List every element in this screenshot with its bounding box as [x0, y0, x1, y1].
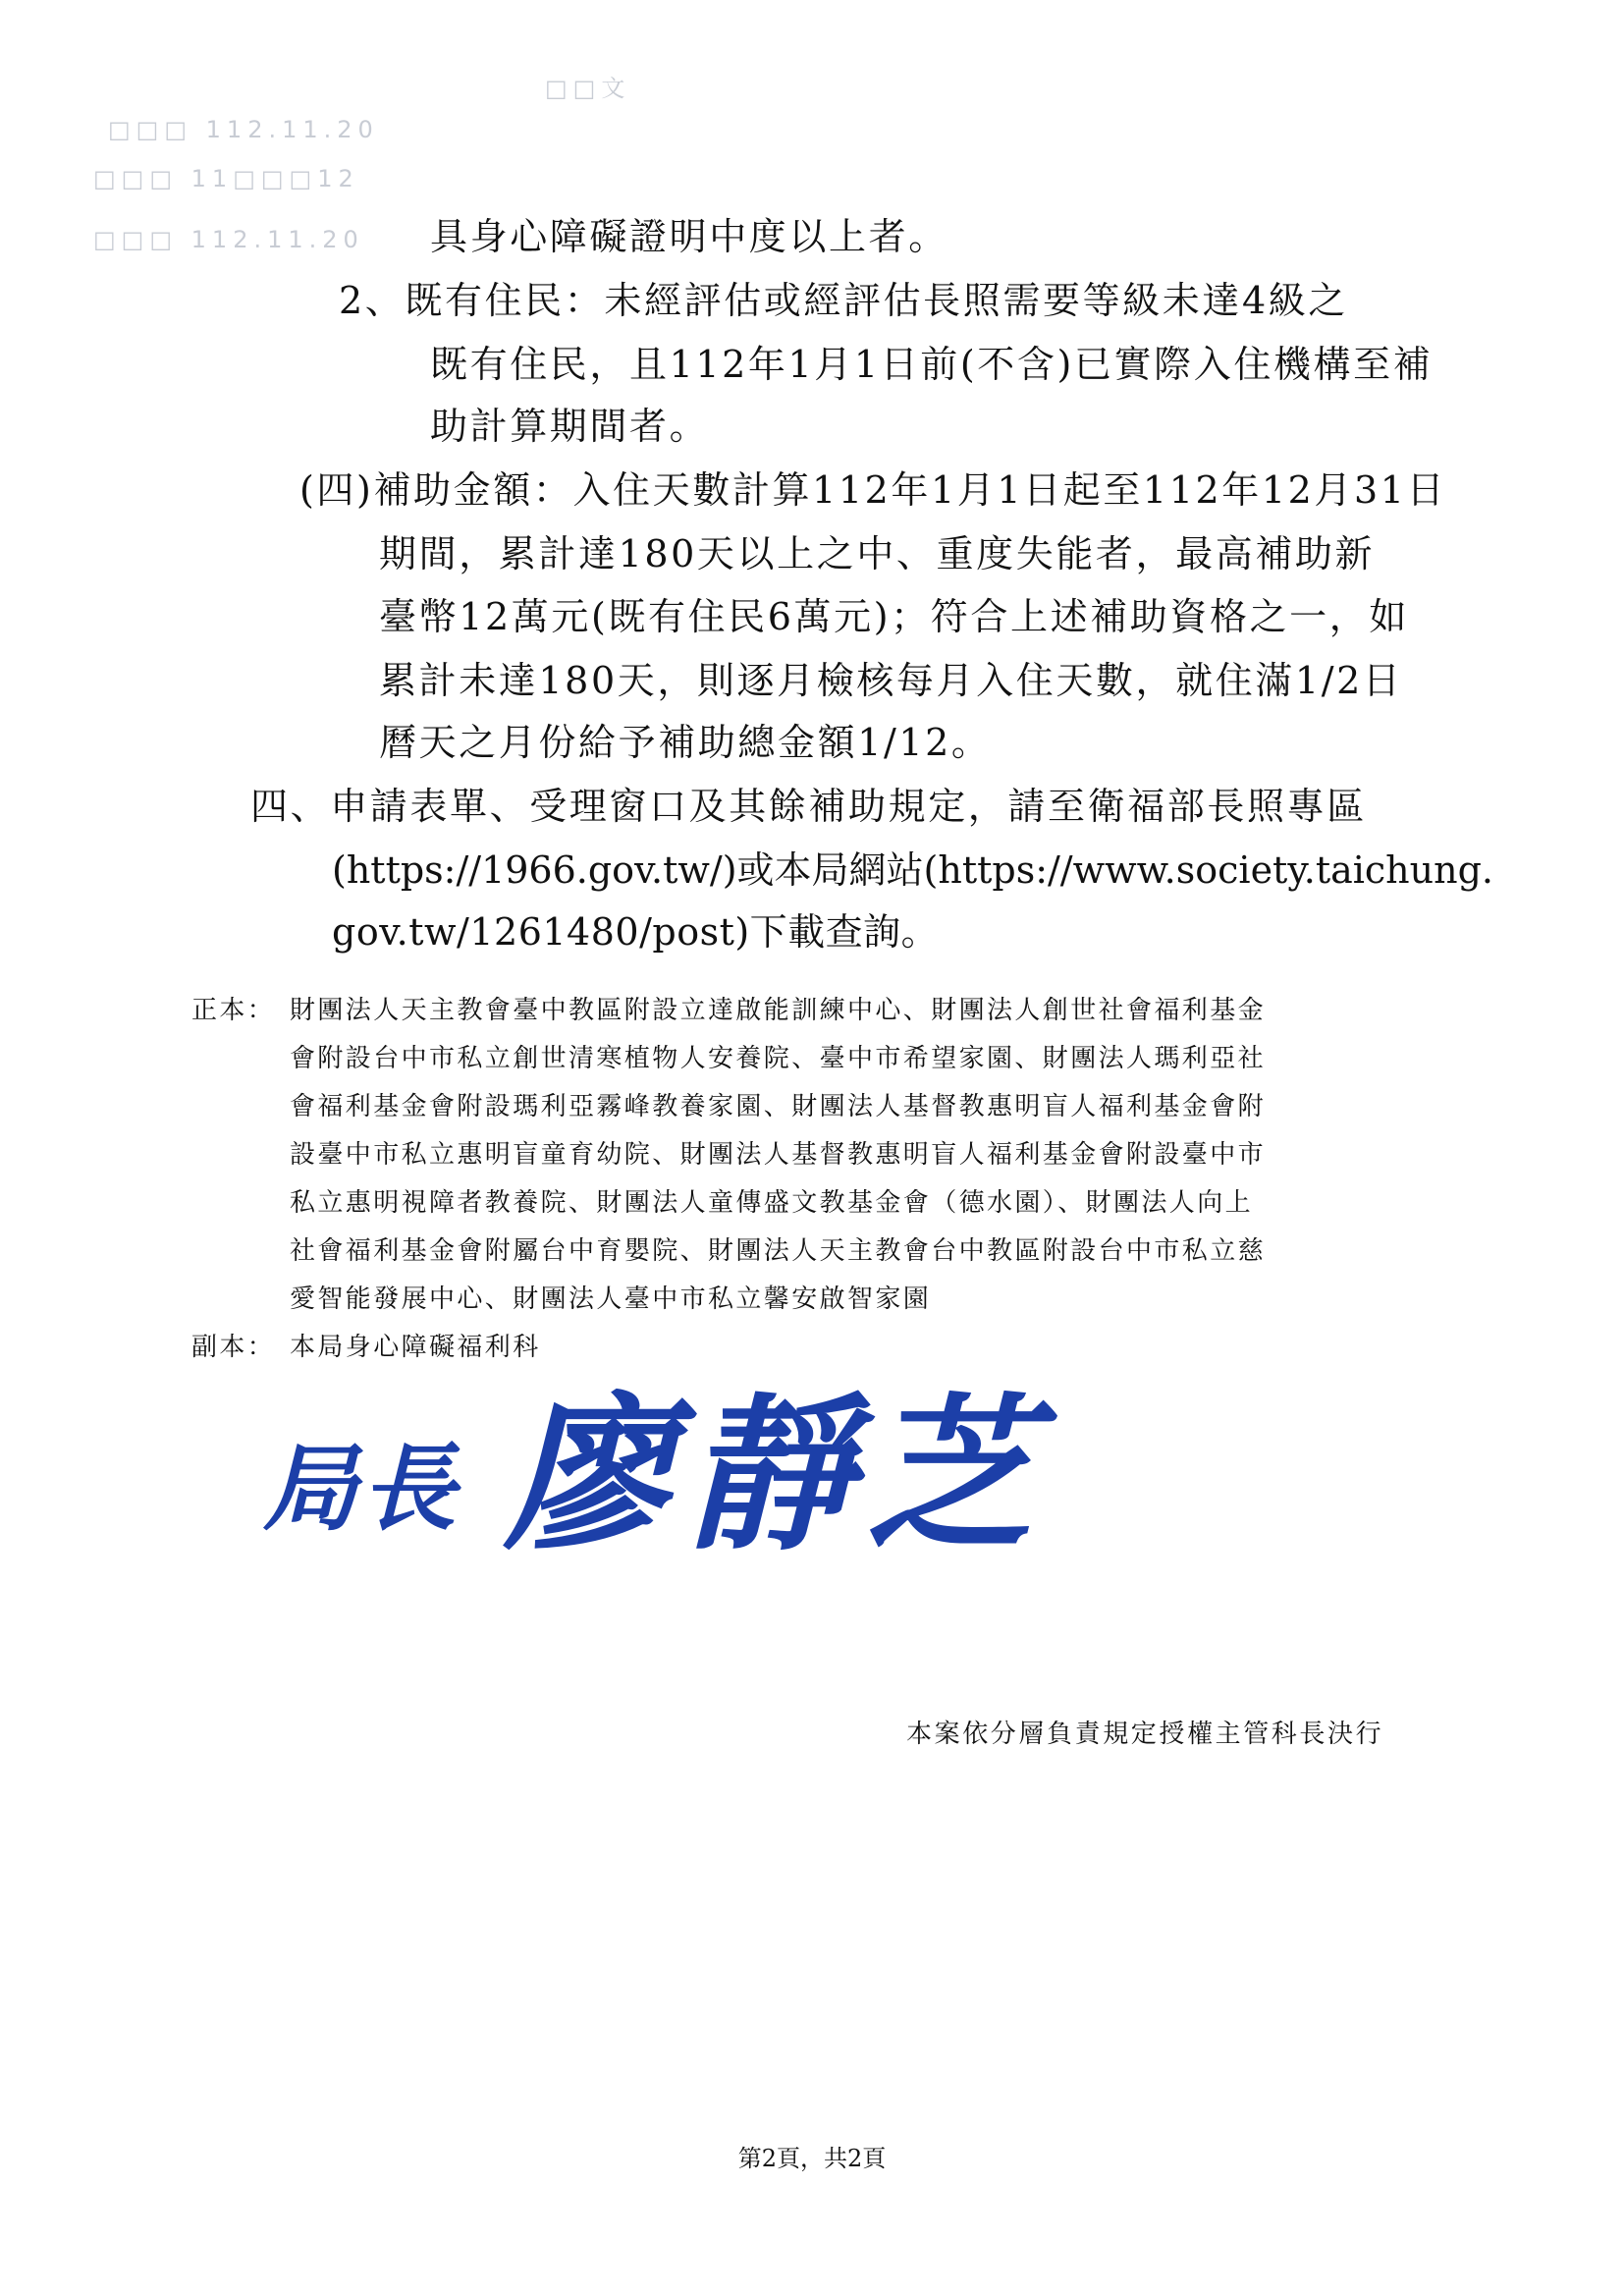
signature-title: 局長	[263, 1433, 460, 1544]
body-line: 期間，累計達180天以上之中、重度失能者，最高補助新	[379, 532, 1376, 575]
stamp-line: □□文	[545, 75, 631, 102]
body-line: 臺幣12萬元(既有住民6萬元)；符合上述補助資格之一，如	[379, 595, 1409, 638]
original-recipients-label: 正本：	[191, 996, 276, 1025]
body-line: 曆天之月份給予補助總金額1/12。	[379, 721, 992, 764]
stamp-line: □□□ 11□□□12	[93, 165, 359, 192]
recipient-line: 財團法人天主教會臺中教區附設立達啟能訓練中心、財團法人創世社會福利基金	[290, 996, 1267, 1025]
recipient-line: 設臺中市私立惠明盲童育幼院、財團法人基督教惠明盲人福利基金會附設臺中市	[290, 1140, 1267, 1170]
stamp-line: □□□ 112.11.20	[108, 116, 379, 143]
recipient-line: 會附設台中市私立創世清寒植物人安養院、臺中市希望家園、財團法人瑪利亞社	[290, 1044, 1267, 1073]
page-number: 第2頁，共2頁	[737, 2145, 887, 2172]
body-line: 助計算期間者。	[430, 405, 710, 448]
recipient-line: 私立惠明視障者教養院、財團法人童傳盛文教基金會（德水園）、財團法人向上	[290, 1188, 1254, 1218]
body-line: gov.tw/1261480/post)下載查詢。	[332, 910, 940, 954]
recipient-line: 愛智能發展中心、財團法人臺中市私立馨安啟智家園	[290, 1284, 932, 1314]
recipient-line: 本局身心障礙福利科	[290, 1333, 541, 1362]
body-line: 具身心障礙證明中度以上者。	[430, 215, 948, 258]
body-line: 四、申請表單、受理窗口及其餘補助規定，請至衛福部長照專區	[250, 785, 1367, 828]
copy-recipients-label: 副本：	[191, 1333, 276, 1362]
body-line: (四)補助金額：入住天數計算112年1月1日起至112年12月31日	[299, 468, 1447, 512]
body-line: 2、既有住民：未經評估或經評估長照需要等級未達4級之	[339, 279, 1348, 322]
body-line: (https://1966.gov.tw/)或本局網站(https://www.society.taichung.	[332, 848, 1494, 892]
recipient-line: 會福利基金會附設瑪利亞霧峰教養家園、財團法人基督教惠明盲人福利基金會附	[290, 1092, 1267, 1121]
stamp-line: □□□ 112.11.20	[93, 226, 364, 253]
body-line: 既有住民，且112年1月1日前(不含)已實際入住機構至補	[430, 343, 1434, 386]
body-line: 累計未達180天，則逐月檢核每月入住天數，就住滿1/2日	[379, 659, 1403, 702]
authorization-note: 本案依分層負責規定授權主管科長決行	[906, 1720, 1384, 1749]
signature-name: 廖靜芝	[504, 1377, 1047, 1573]
recipient-line: 社會福利基金會附屬台中育嬰院、財團法人天主教會台中教區附設台中市私立慈	[290, 1236, 1267, 1266]
director-signature-stamp	[263, 1340, 1047, 1581]
